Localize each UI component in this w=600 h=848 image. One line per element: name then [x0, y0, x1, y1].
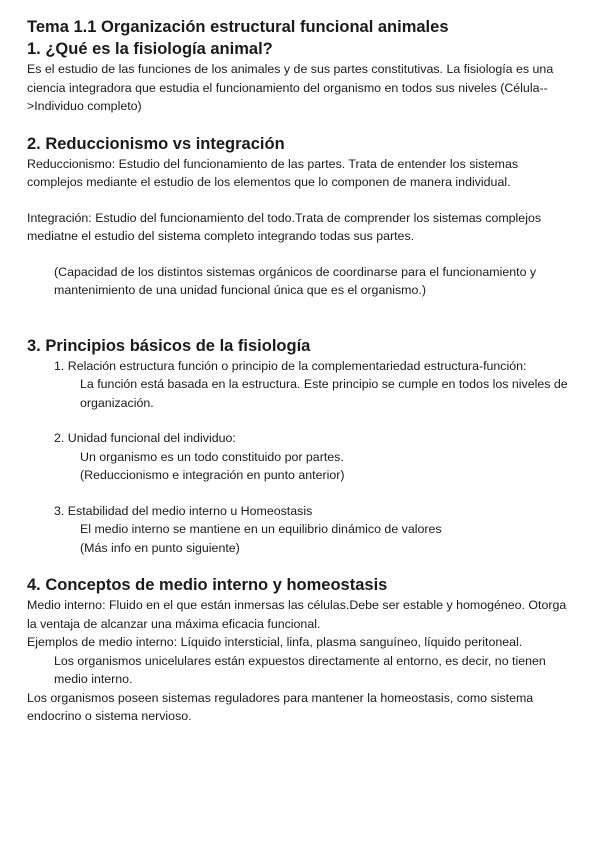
principle-detail: (Reduccionismo e integración en punto anterior)	[80, 468, 345, 482]
section-1-body: Es el estudio de las funciones de los animales y de sus partes constitutivas. La fisiología es una ciencia integradora que estudia el funcionamiento del organismo en todos sus niveles (Célula-->Individuo completo)	[27, 62, 554, 113]
principle-detail: (Más info en punto siguiente)	[80, 540, 240, 555]
principle-label: 1. Relación estructura función o principio de la complementariedad estructura-función:	[54, 358, 527, 373]
section-4-heading: 4. Conceptos de medio interno y homeostasis	[27, 576, 388, 594]
section-2-heading: 2. Reduccionismo vs integración	[27, 134, 285, 153]
principle-item-2	[27, 429, 577, 485]
section-1-heading: 1. ¿Qué es la fisiología animal?	[27, 40, 273, 58]
section-3-heading: 3. Principios básicos de la fisiología	[27, 336, 311, 355]
document-title: Tema 1.1 Organización estructural funcional animales	[27, 18, 449, 36]
medio-interno-paragraph: Medio interno: Fluido en el que están inmersas las células.Debe ser estable y homogéneo. Otorga la ventaja de alcanzar una máxima eficacia funcional.	[27, 598, 567, 631]
reguladores-paragraph: Los organismos poseen sistemas reguladores para mantener la homeostasis, como sistema endocrino o sistema nervioso.	[27, 690, 534, 723]
principle-detail: El medio interno se mantiene en un equilibrio dinámico de valores	[80, 522, 442, 536]
integracion-paragraph: Integración: Estudio del funcionamiento del todo.Trata de comprender los sistemas complejos mediatne el estudio del sistema completo integrando todas sus partes.	[27, 210, 542, 243]
document-page	[27, 16, 577, 726]
principle-label: 2. Unidad funcional del individuo:	[54, 431, 236, 445]
unicelulares-paragraph: Los organismos unicelulares están expuestos directamente al entorno, es decir, no tienen medio interno.	[54, 653, 546, 686]
principle-item-1	[27, 357, 577, 413]
principle-detail: La función está basada en la estructura. Este principio se cumple en todos los niveles de organización.	[80, 377, 568, 410]
integracion-note: (Capacidad de los distintos sistemas orgánicos de coordinarse para el funcionamiento y mantenimiento de una unidad funcional única que es el organismo.)	[54, 264, 537, 297]
reduccionismo-paragraph: Reduccionismo: Estudio del funcionamiento de las partes. Trata de entender los sistemas complejos mediante el estudio de los elementos que lo componen de manera individual.	[27, 156, 519, 189]
principle-item-3	[27, 502, 577, 558]
ejemplos-paragraph: Ejemplos de medio interno: Líquido intersticial, linfa, plasma sanguíneo, líquido peritoneal.	[27, 635, 523, 649]
principle-label: 3. Estabilidad del medio interno u Homeostasis	[54, 503, 313, 518]
principle-detail: Un organismo es un todo constituido por partes.	[80, 449, 344, 464]
